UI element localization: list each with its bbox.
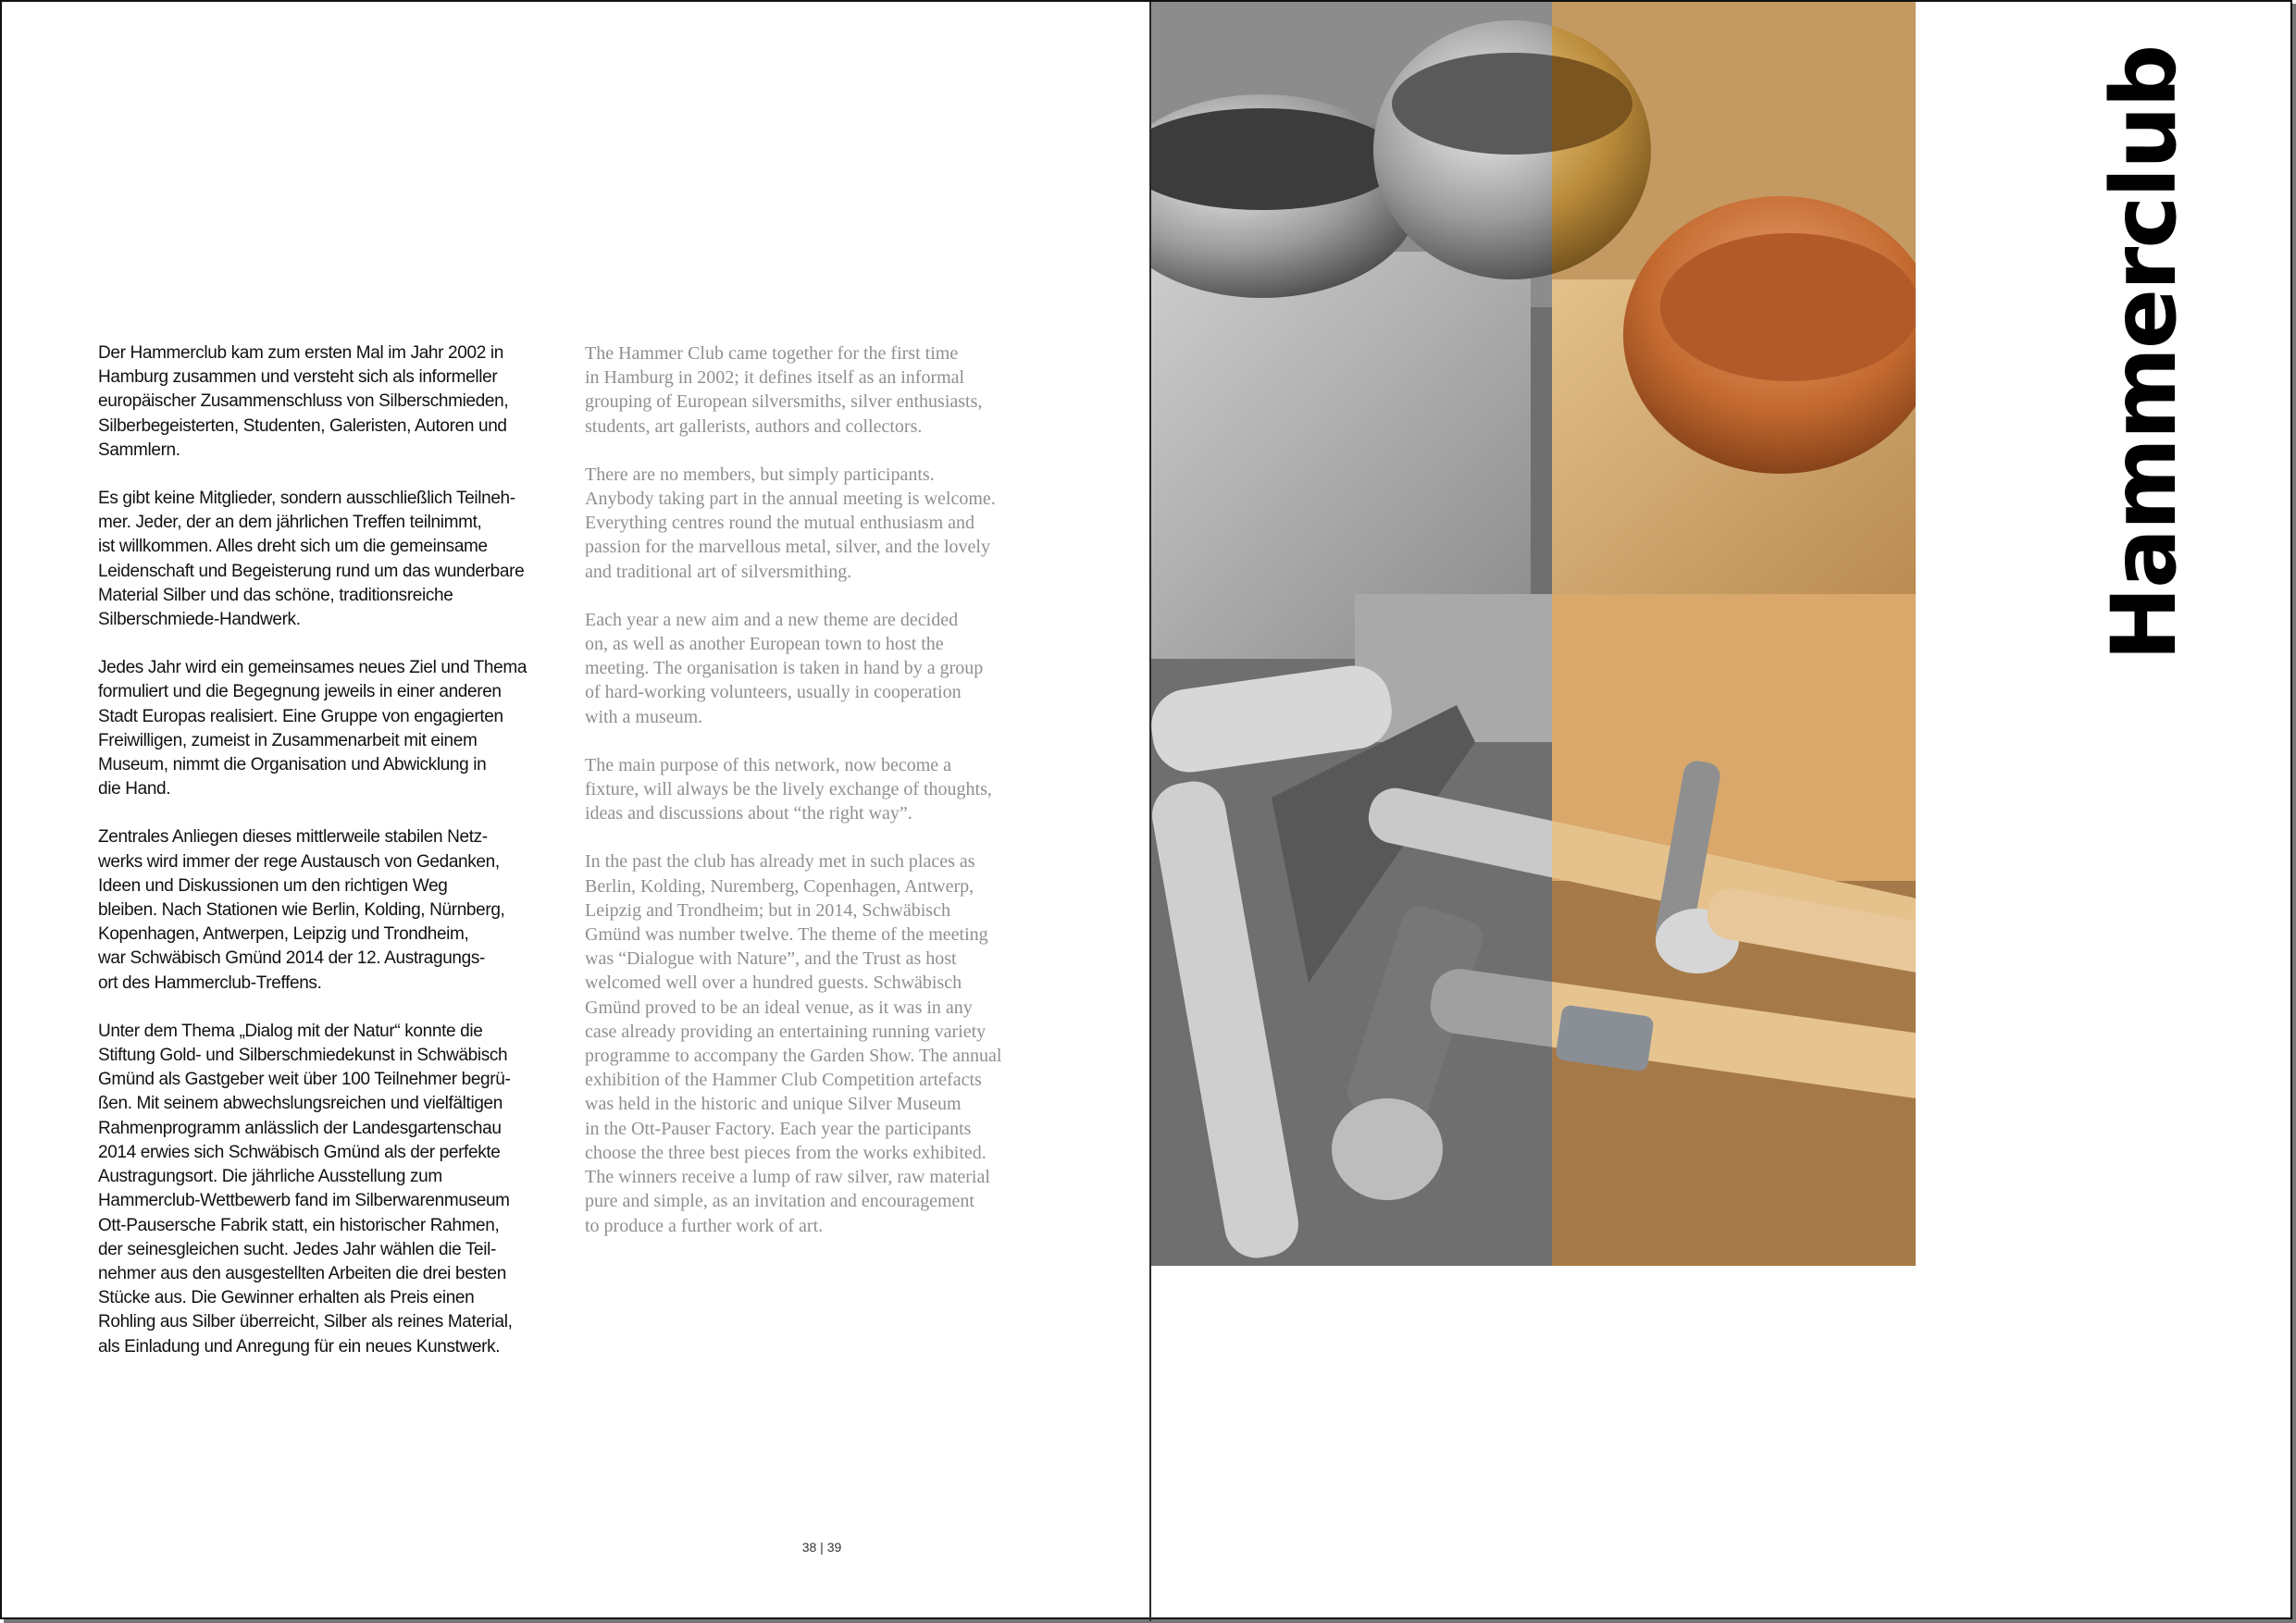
german-paragraph: Der Hammerclub kam zum ersten Mal im Jahr 2002 in Hamburg zusammen und versteht sich als informeller europäischer Zusammenschluss von Silberschmieden, Silberbegeisterten, Studenten, Galeristen, Autoren und Sammlern.: [98, 343, 509, 460]
english-paragraph: There are no members, but simply participants. Anybody taking part in the annual meeting is welcome. Everything centres round the mutual enthusiasm and passion for the marvellous metal, silver, and the lovely and traditional art of silversmithing.: [585, 464, 996, 582]
german-paragraph: Zentrales Anliegen dieses mittlerweile stabilen Netz- werks wird immer der rege Austausch von Gedanken, Ideen und Diskussionen um den richtigen Weg bleiben. Nach Stationen wie Berlin, Kolding, Nürnberg, Kopenhagen, Antwerpen, Leipzig und Trondheim, war Schwäbisch Gmünd 2014 der 12. Austragungs- ort des Hammerclub-Treffens.: [98, 827, 505, 993]
page-title: Hammerclub: [2092, 45, 2196, 662]
english-paragraph: Each year a new aim and a new theme are decided on, as well as another European town to host the meeting. The organisation is taken in hand by a group of hard-working volunteers, usually in cooperation with a museum.: [585, 609, 984, 727]
page-numbers: 38 | 39: [801, 1540, 842, 1555]
english-paragraph: In the past the club has already met in such places as Berlin, Kolding, Nuremberg, Copenhagen, Antwerp, Leipzig and Trondheim; but in 2014, Schwäbisch Gmünd was number twelve. The theme of the meeting was “Dialogue with Nature”, and the Trust as host welcomed well over a hundred guests. Schwäbisch Gmünd proved to be an ideal venue, as it was in any case already providing an entertaining running variety programme to accompany the Garden Show. The annual exhibition of the Hammer Club Competition artefacts was held in the historic and unique Silver Museum in the Ott-Pauser Factory. Each year the participants choose the three best pieces from the works exhibited. The winners receive a lump of raw silver, raw material pure and simple, as an invitation and encouragement to produce a further work of art.: [585, 851, 1002, 1236]
english-text-column: [585, 341, 1066, 1262]
english-paragraph: The Hammer Club came together for the first time in Hamburg in 2002; it defines itself as an informal grouping of European silversmiths, silver enthusiasts, students, art gallerists, authors and collectors.: [585, 343, 983, 437]
vertical-title: [2075, 45, 2214, 662]
german-paragraph: Jedes Jahr wird ein gemeinsames neues Ziel und Thema formuliert und die Begegnung jeweils in einer anderen Stadt Europas realisiert. Eine Gruppe von engagierten Freiwilligen, zumeist in Zusammenarbeit mit einem Museum, nimmt die Organisation und Abwicklung in die Hand.: [98, 658, 527, 799]
german-paragraph: Es gibt keine Mitglieder, sondern ausschließlich Teilneh- mer. Jeder, der an dem jährlichen Treffen teilnimmt, ist willkommen. Alles dreht sich um die gemeinsame Leidenschaft und Begeisterung rund um das wunderbare Material Silber und das schöne, traditionsreiche Silberschmiede-Handwerk.: [98, 489, 525, 630]
german-paragraph: Unter dem Thema „Dialog mit der Natur“ konnte die Stiftung Gold- und Silberschmiedekunst in Schwäbisch Gmünd als Gastgeber weit über 100 Teilnehmer begrü- ßen. Mit seinem abwechslungsreichen und vielfältigen Rahmenprogramm anlässlich der Landesgartenschau 2014 erwies sich Schwäbisch Gmünd als der perfekte Austragungsort. Die jährliche Ausstellung zum Hammerclub-Wettbewerb fand im Silberwarenmuseum Ott-Pausersche Fabrik statt, ein historischer Rahmen, der seinesgleichen sucht. Jedes Jahr wählen die Teil- nehmer aus den ausgestellten Arbeiten die drei besten Stücke aus. Die Gewinner erhalten als Preis einen Rohling aus Silber überreicht, Silber als reines Material, als Einladung und Anregung für ein neues Kunstwerk.: [98, 1021, 513, 1357]
english-paragraph: The main purpose of this network, now become a fixture, will always be the lively exchange of thoughts, ideas and discussions about “the right way”.: [585, 754, 992, 824]
silversmith-tools-photo: [1151, 2, 1916, 1266]
german-text-column: [98, 341, 579, 1383]
